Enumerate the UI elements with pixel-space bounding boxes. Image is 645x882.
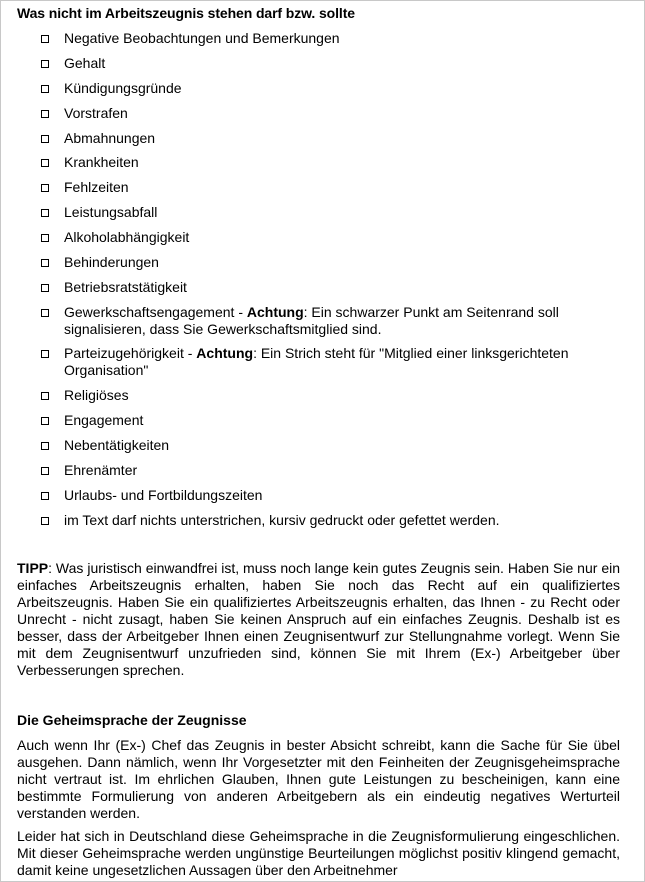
list-item-text: Vorstrafen [64,105,128,121]
list-item-text: Nebentätigkeiten [64,437,170,453]
list-item [41,254,601,271]
list-item-text-post: : Ein schwarzer Punkt am Seitenrand soll signalisieren, dass Sie Gewerkschaftsmitglied sind. [64,304,559,337]
section-heading: Die Geheimsprache der Zeugnisse [17,712,247,728]
list-item-text-pre: Parteizugehörigkeit - [64,345,197,361]
list-item-text [64,304,601,338]
list-item-text: Behinderungen [64,254,159,270]
list-item-text: Abmahnungen [64,130,156,146]
list-item-text: Kündigungsgründe [64,80,182,96]
square-bullet-icon [41,392,49,400]
list-item [41,55,601,72]
list-item-text: Fehlzeiten [64,179,129,195]
list-item [41,437,601,454]
list-item [41,304,601,338]
list-item-text: Religiöses [64,387,129,403]
square-bullet-icon [41,184,49,192]
list-item-text [64,345,601,379]
list-item [41,204,601,221]
list-item [41,30,601,47]
square-bullet-icon [41,60,49,68]
list-item-text: Negative Beobachtungen und Bemerkungen [64,30,340,46]
list-item-text: Leistungsabfall [64,204,158,220]
list-item-text-pre: Gewerkschaftsengagement - [64,304,247,320]
section-paragraph-1: Auch wenn Ihr (Ex-) Chef das Zeugnis in bester Absicht schreibt, kann die Sache für Sie übel ausgehen. Dann nämlich, wenn Ihr Vorgesetzter mit den Feinheiten der Zeugnisgeheimsprache nicht vertraut ist. Im ehrlichen Glauben, Ihnen gute Leistungen zu bescheinigen, kann eine bestimmte Formulierung von anderen Arbeitgebern als ein eindeutig negatives Werturteil verstanden werden. [17,737,620,821]
list-item [41,512,601,529]
list-item [41,130,601,147]
list-item [41,105,601,122]
tipp-label: TIPP [17,560,49,576]
list-item-text: Gehalt [64,55,106,71]
page-heading: Was nicht im Arbeitszeugnis stehen darf bzw. sollte [17,5,355,21]
list-item [41,487,601,504]
achtung-label: Achtung [196,345,254,361]
list-item [41,345,601,379]
square-bullet-icon [41,284,49,292]
list-item [41,387,601,404]
tipp-text: : Was juristisch einwandfrei ist, muss noch lange kein gutes Zeugnis sein. Haben Sie nur ein einfaches Arbeitszeugnis erhalten, haben Sie noch das Recht auf ein qualifiziertes Arbeitszeugnis. Haben Sie ein qualifiziertes Arbeitszeugnis erhalten, das Ihnen - zu Recht oder Unrecht - nicht zusagt, haben Sie keinen Anspruch auf ein einfaches Zeugnis. Deshalb ist es besser, dass der Arbeitgeber Ihnen einen Zeugnisentwurf zur Stellungnahme vorlegt. Wenn Sie mit dem Zeugnisentwurf unzufrieden sind, können Sie mit Ihrem (Ex-) Arbeitgeber über Verbesserungen sprechen. [17,560,620,678]
list-item-text: Ehrenämter [64,462,138,478]
square-bullet-icon [41,135,49,143]
list-item-text: im Text darf nichts unterstrichen, kursiv gedruckt oder gefettet werden. [64,512,500,528]
square-bullet-icon [41,492,49,500]
list-item-text: Betriebsratstätigkeit [64,279,187,295]
list-item [41,229,601,246]
list-item [41,412,601,429]
list-item-text: Engagement [64,412,144,428]
square-bullet-icon [41,467,49,475]
list-item [41,154,601,171]
list-item [41,462,601,479]
section-paragraph-2: Leider hat sich in Deutschland diese Geheimsprache in die Zeugnisformulierung eingeschlichen. Mit dieser Geheimsprache werden ungünstige Beurteilungen möglichst positiv klingend gemacht, damit keine ungesetzlichen Aussagen über den Arbeitnehmer [17,828,620,878]
square-bullet-icon [41,309,49,317]
square-bullet-icon [41,417,49,425]
square-bullet-icon [41,259,49,267]
list-item [41,279,601,296]
list-item [41,179,601,196]
list-item-text: Krankheiten [64,154,139,170]
list-item-text: Urlaubs- und Fortbildungszeiten [64,487,263,503]
square-bullet-icon [41,517,49,525]
square-bullet-icon [41,234,49,242]
square-bullet-icon [41,85,49,93]
list-item-text-post: : Ein Strich steht für "Mitglied einer linksgerichteten Organisation" [64,345,569,378]
square-bullet-icon [41,442,49,450]
square-bullet-icon [41,209,49,217]
square-bullet-icon [41,350,49,358]
square-bullet-icon [41,110,49,118]
square-bullet-icon [41,159,49,167]
tipp-paragraph [17,560,620,679]
list-item [41,80,601,97]
list-item-text: Alkoholabhängigkeit [64,229,190,245]
achtung-label: Achtung [246,304,304,320]
square-bullet-icon [41,35,49,43]
